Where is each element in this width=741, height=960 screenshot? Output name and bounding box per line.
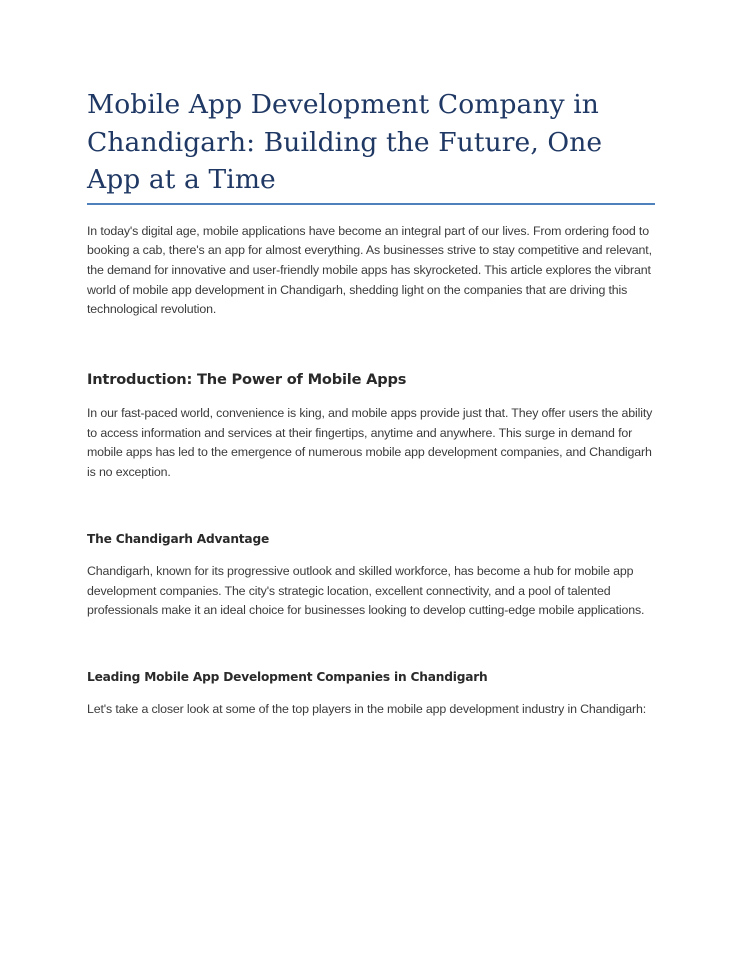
section-paragraph-power-of-mobile-apps: In our fast-paced world, convenience is king, and mobile apps provide just that. They offer users the ability to access information and services at their fingertips, anytime and anywhere. This surge in demand for mobile apps has led to the emergence of numerous mobile app development companies, and Chandigarh is no exception. [87,406,653,480]
section-heading-leading-companies: Leading Mobile App Development Companies in Chandigarh [87,669,488,684]
title-underline [87,203,655,205]
section-heading-chandigarh-advantage: The Chandigarh Advantage [87,531,270,546]
section-paragraph-chandigarh-advantage: Chandigarh, known for its progressive outlook and skilled workforce, has become a hub for mobile app development companies. The city's strategic location, excellent connectivity, and a pool of talented professionals make it an ideal choice for businesses looking to develop cutting-edge mobile applications. [87,563,645,618]
section-heading-power-of-mobile-apps: Introduction: The Power of Mobile Apps [87,371,407,389]
section-paragraph-leading-companies: Let's take a closer look at some of the top players in the mobile app development industry in Chandigarh: [87,701,646,716]
document-page [87,86,655,720]
page-title: Mobile App Development Company in Chandigarh: Building the Future, One App at a Time [87,89,603,195]
intro-paragraph: In today's digital age, mobile applications have become an integral part of our lives. From ordering food to booking a cab, there's an app for almost everything. As businesses strive to stay competitive and relevant, the demand for innovative and user-friendly mobile apps has skyrocketed. This article explores the vibrant world of mobile app development in Chandigarh, shedding light on the companies that are driving this technological revolution. [87,223,652,317]
